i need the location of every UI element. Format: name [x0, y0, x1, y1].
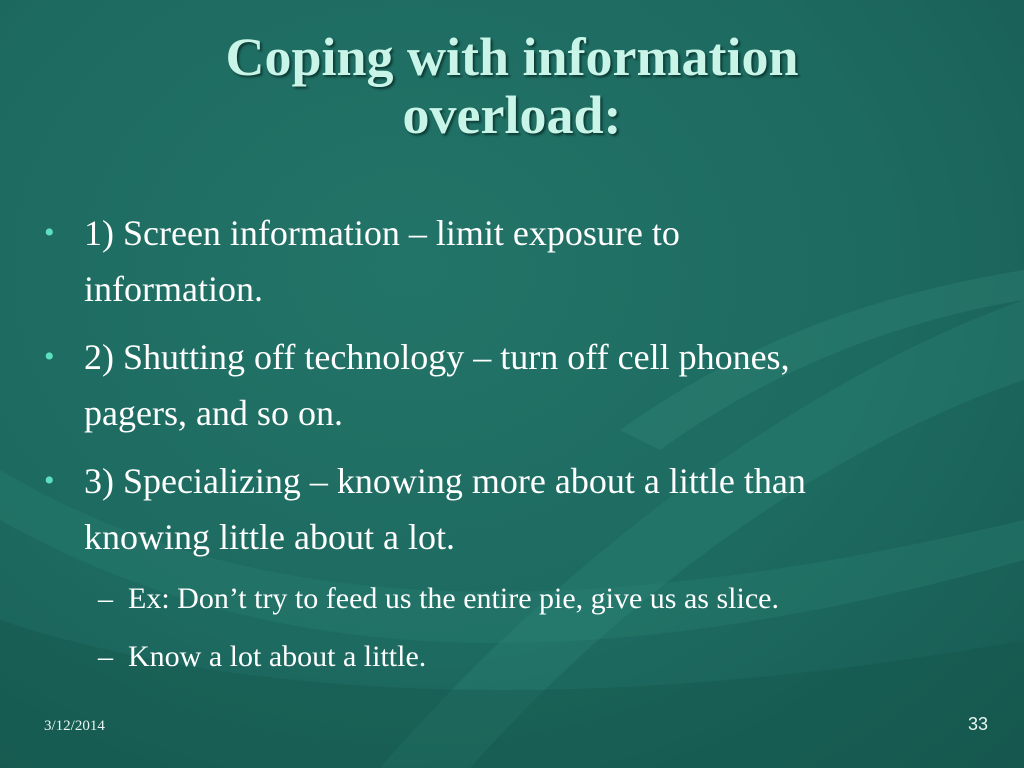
dash-icon: –: [98, 582, 113, 615]
sub-bullet-item-1-text: Ex: Don’t try to feed us the entire pie, give us as slice.: [128, 582, 779, 615]
dash-icon: –: [98, 640, 113, 673]
slide-page-number: 33: [967, 714, 988, 734]
footer-date: 3/12/2014: [44, 718, 105, 734]
sub-bullet-item-1: [40, 579, 990, 619]
bullet-item-3-line-2: knowing little about a lot.: [84, 517, 455, 557]
bullet-item-3-line-1: 3) Specializing – knowing more about a little than: [84, 461, 806, 501]
sub-bullet-item-2-text: Know a lot about a little.: [128, 640, 427, 673]
bullet-item-2: [40, 329, 990, 441]
bullet-item-2-line-1: 2) Shutting off technology – turn off cell phones,: [84, 337, 790, 377]
slide-title: [60, 28, 964, 144]
bullet-item-1: [40, 205, 990, 317]
bullet-dot-icon: •: [44, 216, 55, 249]
slide-title-line-2: overload:: [402, 85, 622, 145]
bullet-dot-icon: •: [44, 464, 55, 497]
slide-body: [40, 205, 990, 695]
bullet-dot-icon: •: [44, 340, 55, 373]
bullet-item-1-line-2: information.: [84, 269, 263, 309]
bullet-item-1-line-1: 1) Screen information – limit exposure to: [84, 213, 680, 253]
bullet-item-2-line-2: pagers, and so on.: [84, 393, 343, 433]
sub-bullet-item-2: [40, 637, 990, 677]
slide-title-line-1: Coping with information: [225, 27, 799, 87]
bullet-item-3: [40, 453, 990, 565]
